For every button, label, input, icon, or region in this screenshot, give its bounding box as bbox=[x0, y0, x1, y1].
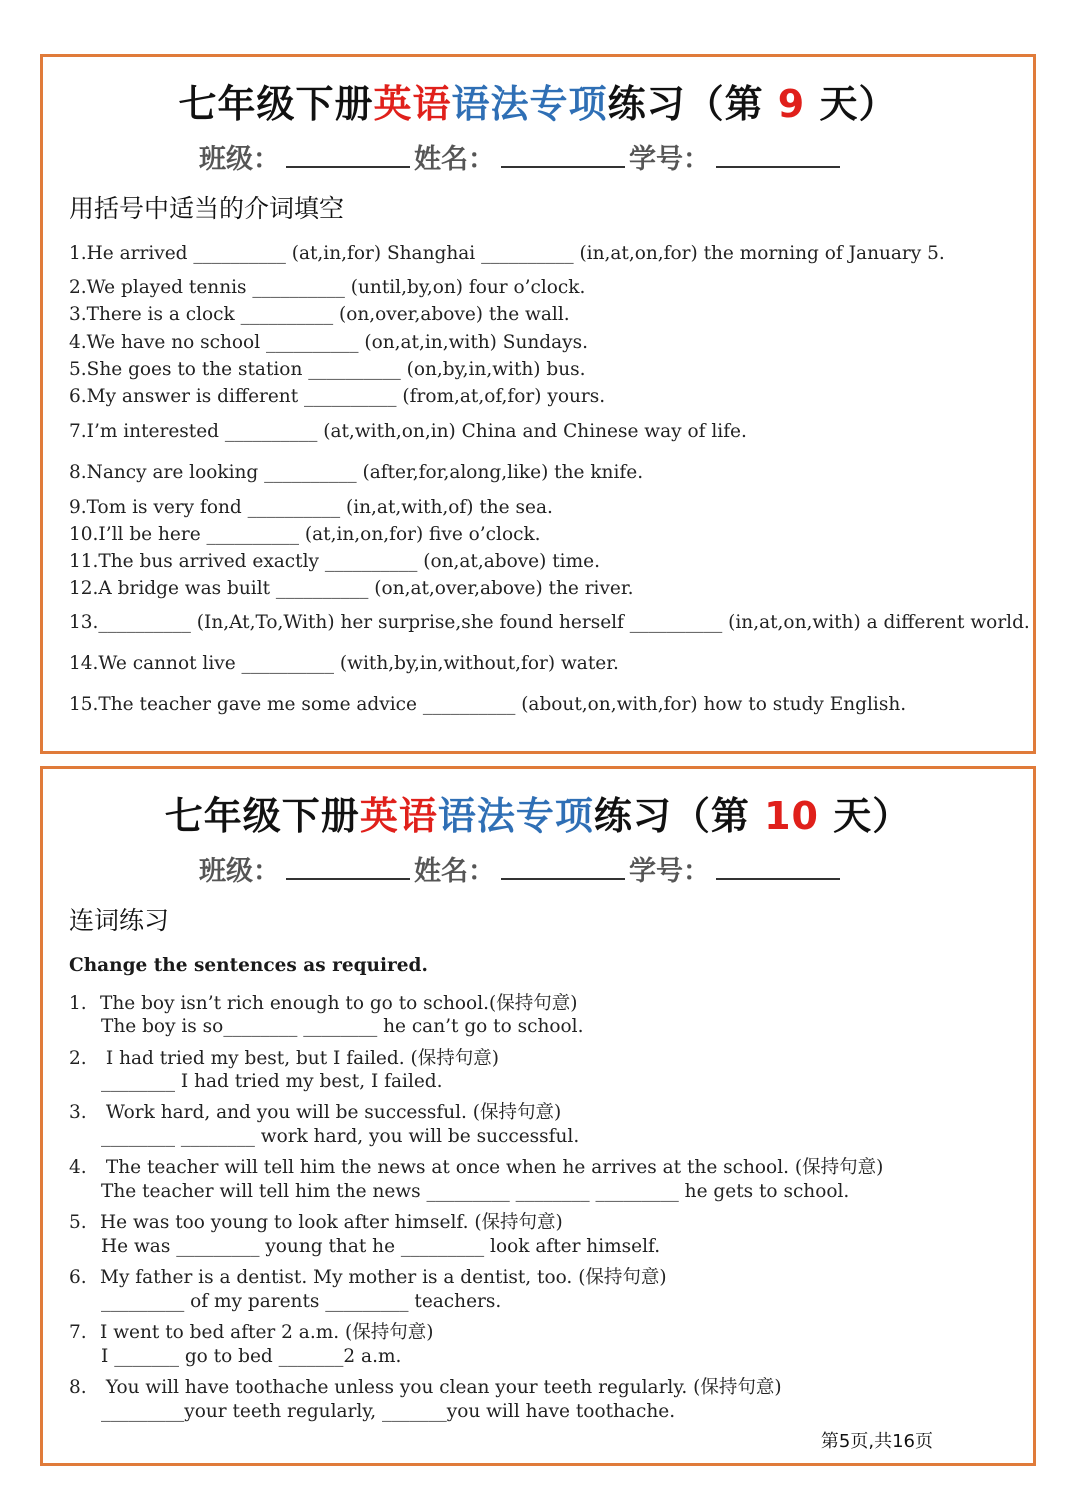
exercise-3 bbox=[69, 1098, 561, 1124]
exercise-2 bbox=[69, 1044, 499, 1070]
exercise-number: 6. bbox=[69, 1267, 87, 1288]
exercise-5 bbox=[69, 1208, 563, 1234]
question-13: 13.__________ (In,At,To,With) her surprise,she found herself __________ (in,at,on,with) a different world. bbox=[69, 612, 1030, 633]
exercise-number: 3. bbox=[69, 1102, 87, 1123]
exercise-5-answer: He was _________ young that he _________ look after himself. bbox=[101, 1236, 661, 1257]
instruction: Change the sentences as required. bbox=[69, 955, 428, 976]
name-label: 姓名： bbox=[414, 144, 495, 175]
section-title: 连词练习 bbox=[69, 906, 170, 935]
exercise-4-answer: The teacher will tell him the news _________ ________ _________ he gets to school. bbox=[101, 1181, 850, 1202]
title-subject: 英语 bbox=[359, 794, 438, 838]
student-id-blank[interactable] bbox=[716, 142, 840, 168]
exercise-prompt: He was too young to look after himself. (保持句意) bbox=[100, 1212, 563, 1233]
title-day-suffix: 天） bbox=[805, 82, 898, 126]
question-9: 9.Tom is very fond __________ (in,at,with,of) the sea. bbox=[69, 497, 553, 518]
exercise-prompt: My father is a dentist. My mother is a dentist, too. (保持句意) bbox=[100, 1267, 667, 1288]
exercise-8 bbox=[69, 1373, 782, 1399]
question-10: 10.I’ll be here __________ (at,in,on,for) five o’clock. bbox=[69, 524, 541, 545]
exercise-7 bbox=[69, 1318, 433, 1344]
exercise-prompt: The boy isn’t rich enough to go to school.(保持句意) bbox=[100, 993, 578, 1014]
exercise-number: 1. bbox=[69, 993, 87, 1014]
worksheet-title bbox=[43, 73, 1033, 128]
exercise-prompt: I went to bed after 2 a.m. (保持句意) bbox=[100, 1322, 434, 1343]
exercise-prompt: You will have toothache unless you clean your teeth regularly. (保持句意) bbox=[100, 1377, 782, 1398]
student-info-line bbox=[199, 849, 844, 888]
question-11: 11.The bus arrived exactly __________ (on,at,above) time. bbox=[69, 551, 600, 572]
student-id-label: 学号： bbox=[629, 144, 710, 175]
exercise-number: 7. bbox=[69, 1322, 87, 1343]
name-label: 姓名： bbox=[414, 856, 495, 887]
title-topic: 语法专项 bbox=[451, 82, 608, 126]
title-grade: 七年级下册 bbox=[164, 794, 360, 838]
title-day-number: 9 bbox=[777, 82, 806, 126]
name-blank[interactable] bbox=[501, 142, 625, 168]
exercise-number: 5. bbox=[69, 1212, 87, 1233]
student-id-blank[interactable] bbox=[716, 854, 840, 880]
exercise-2-answer: ________ I had tried my best, I failed. bbox=[101, 1071, 443, 1092]
title-grade: 七年级下册 bbox=[178, 82, 374, 126]
name-blank[interactable] bbox=[501, 854, 625, 880]
class-label: 班级： bbox=[199, 856, 280, 887]
class-label: 班级： bbox=[199, 144, 280, 175]
class-blank[interactable] bbox=[286, 142, 410, 168]
exercise-4 bbox=[69, 1153, 883, 1179]
exercise-1-answer: The boy is so________ ________ he can’t go to school. bbox=[101, 1016, 584, 1037]
question-4: 4.We have no school __________ (on,at,in,with) Sundays. bbox=[69, 332, 588, 353]
exercise-number: 2. bbox=[69, 1048, 87, 1069]
question-2: 2.We played tennis __________ (until,by,on) four o’clock. bbox=[69, 277, 586, 298]
student-id-label: 学号： bbox=[629, 856, 710, 887]
question-3: 3.There is a clock __________ (on,over,above) the wall. bbox=[69, 304, 570, 325]
question-5: 5.She goes to the station __________ (on,by,in,with) bus. bbox=[69, 359, 586, 380]
section-title: 用括号中适当的介词填空 bbox=[69, 194, 345, 223]
question-1: 1.He arrived __________ (at,in,for) Shanghai __________ (in,at,on,for) the morning of January 5. bbox=[69, 243, 945, 264]
exercise-8-answer: _________your teeth regularly, _______you will have toothache. bbox=[101, 1401, 676, 1422]
title-topic: 语法专项 bbox=[437, 794, 594, 838]
exercise-6 bbox=[69, 1263, 667, 1289]
question-15: 15.The teacher gave me some advice __________ (about,on,with,for) how to study English. bbox=[69, 694, 907, 715]
worksheet-day10 bbox=[40, 766, 1036, 1466]
question-6: 6.My answer is different __________ (from,at,of,for) yours. bbox=[69, 386, 606, 407]
exercise-7-answer: I _______ go to bed _______2 a.m. bbox=[101, 1346, 402, 1367]
exercise-number: 4. bbox=[69, 1157, 87, 1178]
class-blank[interactable] bbox=[286, 854, 410, 880]
title-day-suffix: 天） bbox=[818, 794, 912, 838]
question-8: 8.Nancy are looking __________ (after,for,along,like) the knife. bbox=[69, 462, 644, 483]
question-14: 14.We cannot live __________ (with,by,in,without,for) water. bbox=[69, 653, 619, 674]
exercise-prompt: Work hard, and you will be successful. (保持句意) bbox=[100, 1102, 562, 1123]
exercise-1 bbox=[69, 989, 577, 1015]
title-practice: 练习（第 bbox=[607, 82, 778, 126]
title-day-number: 10 bbox=[764, 794, 819, 838]
exercise-3-answer: ________ ________ work hard, you will be successful. bbox=[101, 1126, 580, 1147]
title-practice: 练习（第 bbox=[593, 794, 765, 838]
worksheet-day9 bbox=[40, 54, 1036, 754]
question-7: 7.I’m interested __________ (at,with,on,in) China and Chinese way of life. bbox=[69, 421, 747, 442]
question-12: 12.A bridge was built __________ (on,at,over,above) the river. bbox=[69, 578, 634, 599]
exercise-prompt: The teacher will tell him the news at once when he arrives at the school. (保持句意) bbox=[100, 1157, 884, 1178]
student-info-line bbox=[199, 137, 844, 176]
worksheet-title bbox=[43, 785, 1033, 840]
exercise-6-answer: _________ of my parents _________ teachers. bbox=[101, 1291, 502, 1312]
page-number: 第5页,共16页 bbox=[820, 1431, 933, 1452]
exercise-prompt: I had tried my best, but I failed. (保持句意) bbox=[100, 1048, 499, 1069]
exercise-number: 8. bbox=[69, 1377, 87, 1398]
title-subject: 英语 bbox=[373, 82, 452, 126]
